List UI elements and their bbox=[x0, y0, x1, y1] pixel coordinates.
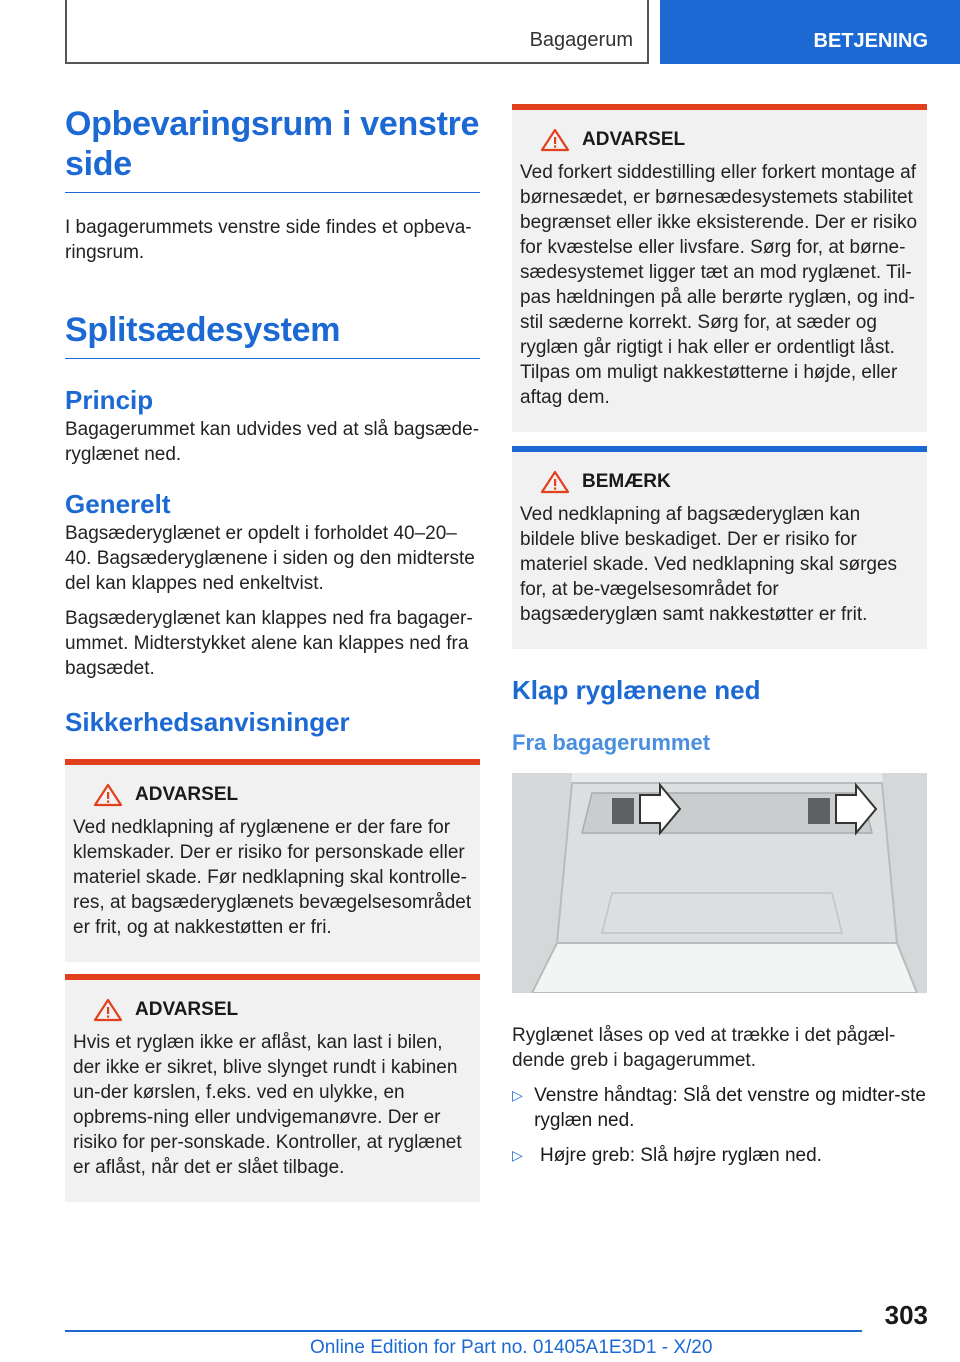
warning-box-3 bbox=[512, 104, 927, 432]
trunk-illustration bbox=[512, 773, 927, 993]
header-section-title: Bagagerum bbox=[529, 29, 633, 51]
left-column bbox=[65, 104, 480, 1202]
note-box-title bbox=[520, 470, 919, 494]
paragraph-generelt-2: Bagsæderyglænet kan klappes ned fra bagager-ummet. Midterstykket alene kan klappes ned fra bagsædet. bbox=[65, 608, 473, 679]
right-column bbox=[512, 104, 927, 1168]
warning-box-2-label: ADVARSEL bbox=[135, 999, 239, 1020]
footer-divider bbox=[65, 1330, 862, 1332]
warning-box-1 bbox=[65, 759, 480, 962]
warning-box-1-text: Ved nedklapning af ryglænene er der fare for klemskader. Der er risiko for personskade eller materiel skade. Før nedklapning skal kontrolle-res, at bagsæderyglænets bevægelsesområdet er frit, og at nakkestøtten er fri. bbox=[73, 817, 472, 938]
warning-box-1-title bbox=[73, 783, 472, 807]
warning-box-2 bbox=[65, 974, 480, 1202]
header-frame bbox=[65, 0, 649, 64]
footer-edition: Online Edition for Part no. 01405A1E3D1 - X/20 bbox=[310, 1337, 713, 1358]
warning-box-3-label: ADVARSEL bbox=[582, 129, 686, 150]
paragraph-storage: I bagagerummets venstre side findes et opbeva-ringsrum. bbox=[65, 217, 472, 263]
warning-box-1-label: ADVARSEL bbox=[135, 784, 239, 805]
bullet-marker-icon: ▷ bbox=[512, 1087, 523, 1103]
bullet-marker-icon: ▷ bbox=[512, 1147, 523, 1163]
warning-box-2-text: Hvis et ryglæn ikke er aflåst, kan last i bilen, der ikke er sikret, blive slynget rundt i kabinen un-der kørslen, f.eks. ved en ulykke, en opbrems-ning eller undvigemanøvre. Der er risiko for per-sonskade. Kontroller, at ryglænet er aflåst, når det er slået tilbage. bbox=[73, 1032, 462, 1178]
warning-triangle-icon bbox=[540, 128, 570, 152]
note-box-text: Ved nedklapning af bagsæderyglæn kan bildele blive beskadiget. Der er risiko for materiel skade. Ved nedklapning skal sørges for, at be-vægelsesområdet for bagsæderyglæn samt nakkestøtter er frit. bbox=[520, 504, 898, 625]
paragraph-princip: Bagagerummet kan udvides ved at slå bagsæde-ryglænet ned. bbox=[65, 419, 480, 465]
warning-triangle-icon bbox=[540, 470, 570, 494]
heading-storage: Opbevaringsrum i venstre side bbox=[65, 104, 480, 193]
note-box-label: BEMÆRK bbox=[582, 471, 671, 492]
note-box bbox=[512, 446, 927, 649]
heading-fold-down: Klap ryglænene ned bbox=[512, 675, 761, 705]
heading-princip: Princip bbox=[65, 385, 154, 415]
list-item-right-handle bbox=[512, 1143, 927, 1168]
warning-box-3-text: Ved forkert siddestilling eller forkert montage af børnesædet, er børnesædesystemets stabilitet begrænset eller ikke eksisterende. Der er risiko for kvæstelse eller livsfare. Sørg for, at børne-sædesystemet ligger tæt an mod ryglænet. Til-pas hældningen på alle berørte ryglæn, og ind-stil sæderne korrekt. Sørg for, at sæder og ryglæn går rigtigt i hak eller er ordentligt låst. Tilpas om muligt nakkestøtterne i højde, eller aftag dem. bbox=[520, 162, 918, 408]
heading-safety: Sikkerhedsanvisninger bbox=[65, 707, 350, 737]
heading-split-system: Splitsædesystem bbox=[65, 310, 480, 359]
list-item-text: Venstre håndtag: Slå det venstre og midter-ste ryglæn ned. bbox=[534, 1085, 926, 1131]
heading-from-trunk: Fra bagagerummet bbox=[512, 730, 711, 755]
paragraph-generelt-1: Bagsæderyglænet er opdelt i forholdet 40–20–40. Bagsæderyglænene i siden og den midterste del kan klappes ned enkeltvist. bbox=[65, 523, 475, 594]
paragraph-unlock: Ryglænet låses op ved at trække i det pågæl-dende greb i bagagerummet. bbox=[512, 1025, 896, 1071]
page-number: 303 bbox=[884, 1300, 928, 1330]
heading-generelt: Generelt bbox=[65, 489, 171, 519]
warning-triangle-icon bbox=[93, 783, 123, 807]
trunk-image bbox=[512, 773, 927, 993]
warning-box-3-title bbox=[520, 128, 919, 152]
header-chapter-tab[interactable]: BETJENING bbox=[660, 0, 960, 64]
warning-triangle-icon bbox=[93, 998, 123, 1022]
warning-box-2-title bbox=[73, 998, 472, 1022]
list-item-left-handle bbox=[512, 1083, 927, 1133]
list-item-text: Højre greb: Slå højre ryglæn ned. bbox=[540, 1145, 822, 1166]
